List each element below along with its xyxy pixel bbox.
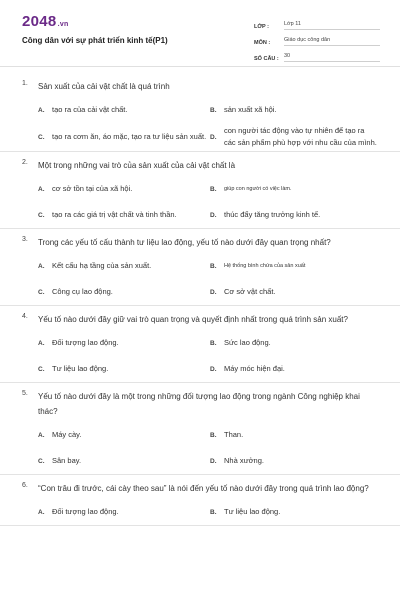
answer-option[interactable]: [210, 176, 378, 202]
logo-suffix: .vn: [57, 21, 69, 28]
question-item: [0, 383, 400, 475]
option-text: giúp con người có việc làm.: [224, 186, 292, 192]
meta-row-count: [254, 49, 380, 62]
question-item: [0, 475, 400, 526]
answer-option[interactable]: [210, 202, 378, 228]
option-text: Sức lao động.: [224, 338, 271, 347]
question-stem: [22, 481, 378, 496]
option-letter: A.: [38, 262, 45, 270]
question-text: “Con trâu đi trước, cái cày theo sau” là nói đến yếu tố nào dưới đây trong quá trình lao động?: [38, 484, 369, 493]
option-text: Máy cày.: [52, 430, 82, 439]
answer-option[interactable]: [210, 499, 378, 525]
question-stem: [22, 312, 378, 327]
answer-options: [22, 176, 378, 228]
answer-option[interactable]: [210, 97, 378, 123]
option-text: con người tác động vào tự nhiên để tạo ra các sản phẩm phù hợp với nhu cầu của mình.: [224, 126, 377, 147]
question-stem: [22, 389, 378, 419]
option-text: Than.: [224, 430, 244, 439]
option-letter: C.: [38, 133, 45, 141]
question-number: 2.: [22, 159, 28, 166]
question-item: [0, 306, 400, 383]
option-letter: D.: [210, 288, 217, 296]
option-text: Hệ thống bình chứa của sản xuất: [224, 263, 306, 269]
question-text: Một trong những vai trò của sản xuất của cải vật chất là: [38, 161, 236, 170]
answer-options: [22, 422, 378, 474]
document-title: Công dân với sự phát triển kinh tế(P1): [22, 36, 168, 45]
option-text: Sân bay.: [52, 456, 82, 465]
answer-option[interactable]: [210, 279, 378, 305]
question-item: [0, 152, 400, 229]
answer-option[interactable]: [38, 356, 210, 382]
option-letter: A.: [38, 106, 45, 114]
option-letter: B.: [210, 431, 217, 439]
meta-row-class: [254, 17, 380, 30]
answer-option[interactable]: [38, 253, 210, 279]
meta-label: SỐ CÂU :: [254, 56, 279, 62]
question-stem: [22, 79, 378, 94]
option-letter: B.: [210, 508, 217, 516]
option-letter: B.: [210, 185, 217, 193]
answer-option[interactable]: [210, 422, 378, 448]
answer-options: [22, 97, 378, 151]
option-text: Đối tượng lao động.: [52, 507, 119, 516]
option-letter: B.: [210, 262, 217, 270]
question-text: Yếu tố nào dưới đây giữ vai trò quan trọng và quyết định nhất trong quá trình sản xuất?: [38, 315, 348, 324]
option-letter: B.: [210, 339, 217, 347]
option-letter: C.: [38, 457, 45, 465]
answer-option[interactable]: [210, 448, 378, 474]
question-text: Yếu tố nào dưới đây là một trong những đối tượng lao động trong ngành Công nghiệp khai thác?: [38, 392, 360, 416]
answer-option[interactable]: [210, 123, 378, 151]
option-letter: A.: [38, 431, 45, 439]
meta-label: MÔN :: [254, 40, 271, 46]
answer-option[interactable]: [38, 97, 210, 123]
option-text: tạo ra các giá trị vật chất và tinh thần.: [52, 210, 177, 219]
answer-option[interactable]: [210, 330, 378, 356]
option-text: sản xuất xã hội.: [224, 105, 277, 114]
question-number: 6.: [22, 482, 28, 489]
option-text: Máy móc hiện đại.: [224, 364, 285, 373]
option-text: Kết cấu hạ tầng của sản xuất.: [52, 261, 152, 270]
question-number: 3.: [22, 236, 28, 243]
answer-options: [22, 253, 378, 305]
meta-value: Giáo dục công dân: [284, 37, 380, 46]
page-header: [0, 0, 400, 66]
answer-option[interactable]: [210, 253, 378, 279]
option-text: Công cụ lao động.: [52, 287, 113, 296]
option-letter: B.: [210, 106, 217, 114]
question-item: [0, 229, 400, 306]
answer-option[interactable]: [38, 176, 210, 202]
meta-value: Lớp 11: [284, 21, 380, 30]
answer-option[interactable]: [38, 448, 210, 474]
question-list: [0, 73, 400, 526]
question-number: 5.: [22, 390, 28, 397]
document-meta: [254, 17, 380, 65]
option-letter: D.: [210, 211, 217, 219]
option-letter: C.: [38, 211, 45, 219]
answer-option[interactable]: [38, 330, 210, 356]
option-text: Cơ sở vật chất.: [224, 287, 276, 296]
meta-row-subject: [254, 33, 380, 46]
question-stem: [22, 235, 378, 250]
option-letter: A.: [38, 185, 45, 193]
option-text: tạo ra của cải vật chất.: [52, 105, 128, 114]
option-letter: D.: [210, 457, 217, 465]
meta-value: 30: [284, 53, 380, 62]
answer-option[interactable]: [38, 499, 210, 525]
answer-options: [22, 330, 378, 382]
option-letter: A.: [38, 508, 45, 516]
option-text: Tư liệu lao động.: [52, 364, 109, 373]
answer-option[interactable]: [38, 422, 210, 448]
question-number: 4.: [22, 313, 28, 320]
question-item: [0, 73, 400, 152]
answer-option[interactable]: [38, 202, 210, 228]
question-number: 1.: [22, 80, 28, 87]
question-text: Trong các yếu tố cấu thành tư liệu lao động, yếu tố nào dưới đây quan trọng nhất?: [38, 238, 331, 247]
option-text: Tư liệu lao động.: [224, 507, 281, 516]
option-text: thúc đẩy tăng trưởng kinh tế.: [224, 210, 321, 219]
answer-option[interactable]: [210, 356, 378, 382]
option-text: tạo ra cơm ăn, áo mặc, tạo ra tư liệu sản xuất.: [52, 132, 207, 141]
answer-options: [22, 499, 378, 525]
option-letter: D.: [210, 133, 217, 141]
header-divider: [0, 66, 400, 67]
meta-label: LỚP :: [254, 24, 269, 30]
answer-option[interactable]: [38, 123, 210, 151]
option-letter: A.: [38, 339, 45, 347]
logo-text: 2048: [22, 13, 57, 30]
option-text: Đối tượng lao động.: [52, 338, 119, 347]
site-logo[interactable]: [22, 13, 69, 30]
option-letter: D.: [210, 365, 217, 373]
option-letter: C.: [38, 365, 45, 373]
question-text: Sản xuất của cải vật chất là quá trình: [38, 82, 170, 91]
option-text: Nhà xưởng.: [224, 456, 264, 465]
option-text: cơ sở tồn tại của xã hội.: [52, 184, 133, 193]
question-stem: [22, 158, 378, 173]
answer-option[interactable]: [38, 279, 210, 305]
option-letter: C.: [38, 288, 45, 296]
